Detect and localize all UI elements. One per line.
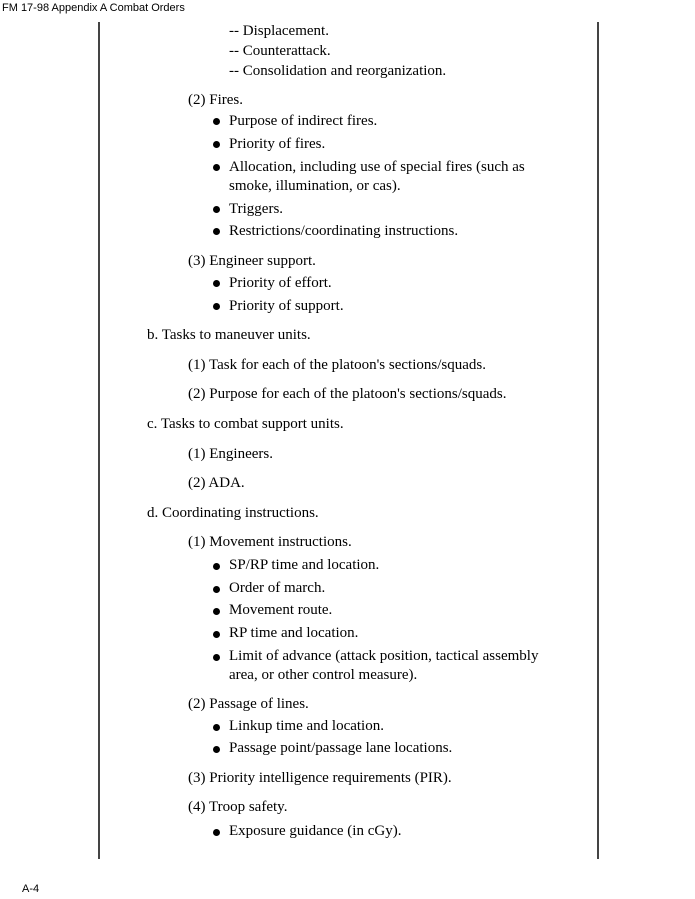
bullet-item: Purpose of indirect fires.	[229, 113, 378, 129]
bullet-item: Allocation, including use of special fires (such as	[229, 159, 525, 175]
bullet-item: Priority of support.	[229, 298, 344, 314]
bullet-item: Passage point/passage lane locations.	[229, 740, 453, 756]
bullet-icon	[213, 164, 220, 171]
bullet-icon	[213, 608, 220, 615]
page-number: A-4	[22, 883, 40, 895]
passage-heading: (2) Passage of lines.	[188, 696, 309, 712]
bullet-icon	[213, 631, 220, 638]
section-c-heading: c. Tasks to combat support units.	[147, 416, 344, 432]
bullet-item: SP/RP time and location.	[229, 557, 380, 573]
numbered-item: (2) Purpose for each of the platoon's sections/squads.	[188, 386, 507, 402]
bullet-icon	[213, 586, 220, 593]
dash-item: -- Consolidation and reorganization.	[229, 63, 447, 79]
troop-safety-heading: (4) Troop safety.	[188, 799, 288, 815]
bullet-item: Order of march.	[229, 580, 326, 596]
bullet-icon	[213, 724, 220, 731]
bullet-icon	[213, 118, 220, 125]
section-b-heading: b. Tasks to maneuver units.	[147, 327, 311, 343]
movement-heading: (1) Movement instructions.	[188, 534, 352, 550]
bullet-item: Priority of effort.	[229, 275, 332, 291]
right-margin-bar	[597, 22, 599, 859]
bullet-item: Restrictions/coordinating instructions.	[229, 223, 459, 239]
bullet-icon	[213, 654, 220, 661]
dash-item: -- Counterattack.	[229, 43, 331, 59]
bullet-item-continued: smoke, illumination, or cas).	[229, 178, 401, 194]
fires-heading: (2) Fires.	[188, 92, 243, 108]
bullet-item: Exposure guidance (in cGy).	[229, 823, 402, 839]
bullet-item: Triggers.	[229, 201, 284, 217]
section-d-heading: d. Coordinating instructions.	[147, 505, 319, 521]
bullet-icon	[213, 141, 220, 148]
left-margin-bar	[98, 22, 100, 859]
bullet-item: Linkup time and location.	[229, 718, 384, 734]
document-header: FM 17-98 Appendix A Combat Orders	[2, 2, 185, 14]
pir-heading: (3) Priority intelligence requirements (PIR).	[188, 770, 452, 786]
dash-item: -- Displacement.	[229, 23, 329, 39]
bullet-item-continued: area, or other control measure).	[229, 667, 418, 683]
bullet-item: Movement route.	[229, 602, 333, 618]
numbered-item: (1) Engineers.	[188, 446, 273, 462]
bullet-icon	[213, 303, 220, 310]
bullet-icon	[213, 563, 220, 570]
bullet-item: Limit of advance (attack position, tactical assembly	[229, 648, 539, 664]
numbered-item: (2) ADA.	[188, 475, 245, 491]
bullet-item: RP time and location.	[229, 625, 359, 641]
numbered-item: (1) Task for each of the platoon's sections/squads.	[188, 357, 486, 373]
bullet-icon	[213, 228, 220, 235]
bullet-item: Priority of fires.	[229, 136, 326, 152]
bullet-icon	[213, 746, 220, 753]
bullet-icon	[213, 829, 220, 836]
engineer-support-heading: (3) Engineer support.	[188, 253, 316, 269]
bullet-icon	[213, 280, 220, 287]
bullet-icon	[213, 206, 220, 213]
